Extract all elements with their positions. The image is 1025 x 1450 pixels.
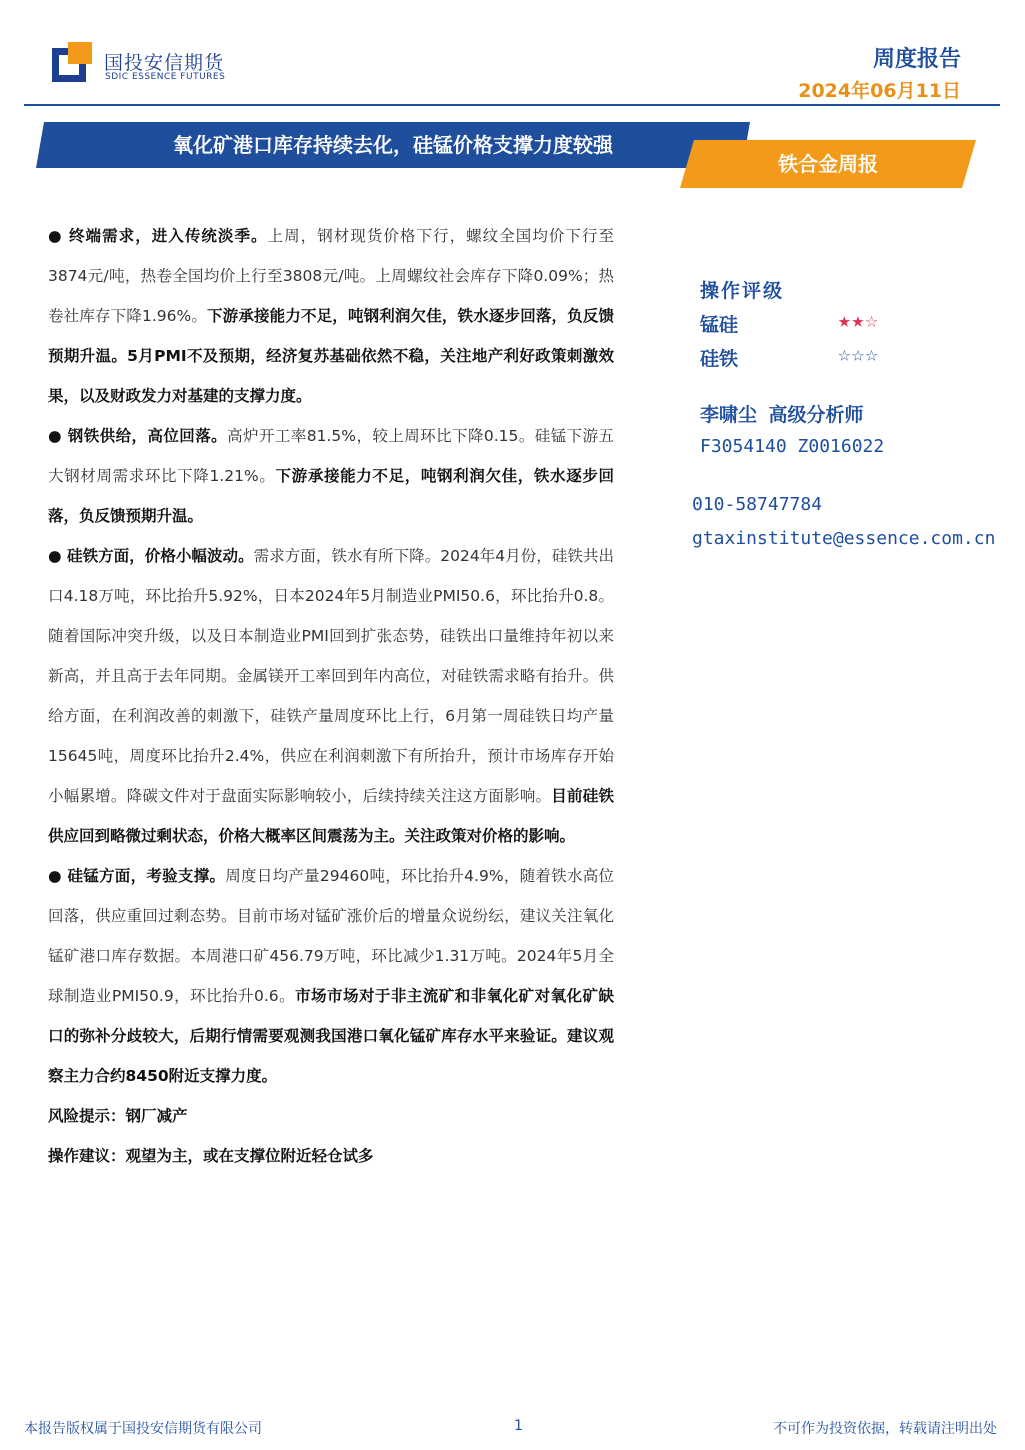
- page-number: 1: [514, 1418, 523, 1434]
- para-body: 周度日均产量29460吨，环比抬升4.9%，随着铁水高位回落，供应重回过剩态势。目前市场对锰矿涨价后的增量众说纷纭，建议关注氧化锰矿港口库存数据。本周港口矿456.79万吨，环比减少1.31万吨。2024年5月全球制造业PMI50.9，环比抬升0.6。: [48, 867, 615, 1005]
- risk-label: 风险提示：: [48, 1107, 126, 1125]
- report-category: 铁合金周报: [778, 152, 878, 176]
- para-body: 需求方面，铁水有所下降。2024年4月份，硅铁共出口4.18万吨，环比抬升5.92%，日本2024年5月制造业PMI50.6，环比抬升0.8。随着国际冲突升级，以及日本制造业PMI回到扩张态势，硅铁出口量维持年初以来新高，并且高于去年同期。金属镁开工率回到年内高位，对硅铁需求略有抬升。供给方面，在利润改善的刺激下，硅铁产量周度环比上行，6月第一周硅铁日均产量15645吨，周度环比抬升2.4%，供应在利润刺激下有所抬升，预计市场库存开始小幅累增。降碳文件对于盘面实际影响较小，后续持续关注这方面影响。: [48, 547, 615, 805]
- rating-title: 操作评级: [700, 280, 785, 302]
- paragraph-ferrosilicon: [48, 536, 614, 856]
- logo-mark-icon: [52, 42, 92, 82]
- contact-email[interactable]: gtaxinstitute@essence.com.cn: [692, 528, 996, 549]
- rating-stars-ferrosilicon: ☆☆☆: [838, 342, 879, 366]
- category-banner: [680, 140, 976, 188]
- rating-stars-silicomanganese: ★★☆: [838, 308, 879, 332]
- report-title: 氧化矿港口库存持续去化，硅锰价格支撑力度较强: [173, 133, 613, 157]
- paragraph-demand: [48, 216, 614, 416]
- para-tail: 下游承接能力不足，吨钢利润欠佳，铁水逐步回落，负反馈预期升温。: [48, 467, 614, 525]
- para-body: 高炉开工率81.5%，较上周环比下降0.15。硅锰下游五大钢材周需求环比下降1.21%。: [48, 427, 614, 485]
- footer-copyright: 本报告版权属于国投安信期货有限公司: [24, 1421, 262, 1437]
- risk-text: 钢厂减产: [125, 1107, 188, 1125]
- para-tail: 市场市场对于非主流矿和非氧化矿对氧化矿缺口的弥补分歧较大，后期行情需要观测我国港口氧化锰矿库存水平来验证。建议观察主力合约8450附近支撑力度。: [48, 987, 614, 1085]
- title-banner: [36, 122, 750, 168]
- para-lead: ● 硅锰方面，考验支撑。: [48, 867, 226, 885]
- logo-en-text: SDIC ESSENCE FUTURES: [105, 72, 226, 82]
- main-content: [48, 216, 614, 1176]
- operation-advice: [48, 1136, 614, 1176]
- report-type: 周度报告: [872, 47, 961, 72]
- contact-phone: 010-58747784: [692, 494, 823, 515]
- report-date: 2024年06月11日: [798, 80, 961, 102]
- rating-name-silicomanganese: 锰硅: [700, 314, 739, 336]
- para-lead: ● 终端需求，进入传统淡季。: [48, 227, 268, 245]
- footer-disclaimer: 不可作为投资依据，转载请注明出处: [773, 1421, 997, 1437]
- para-lead: ● 硅铁方面，价格小幅波动。: [48, 547, 254, 565]
- paragraph-silicomanganese: [48, 856, 614, 1096]
- risk-note: [48, 1096, 614, 1136]
- company-logo: [52, 40, 232, 88]
- analyst-name: 李啸尘 高级分析师: [700, 404, 864, 426]
- para-tail: 目前硅铁供应回到略微过剩状态，价格大概率区间震荡为主。关注政策对价格的影响。: [48, 787, 614, 845]
- rating-name-ferrosilicon: 硅铁: [700, 348, 739, 370]
- analyst-certificate: F3054140 Z0016022: [700, 436, 885, 457]
- advice-text: 观望为主，或在支撑位附近轻仓试多: [125, 1147, 374, 1165]
- advice-label: 操作建议：: [48, 1147, 126, 1165]
- para-tail: 下游承接能力不足，吨钢利润欠佳，铁水逐步回落，负反馈预期升温。5月PMI不及预期，经济复苏基础依然不稳，关注地产利好政策刺激效果，以及财政发力对基建的支撑力度。: [48, 307, 614, 405]
- header-divider: [24, 104, 1000, 106]
- para-lead: ● 钢铁供给，高位回落。: [48, 427, 228, 445]
- paragraph-supply: [48, 416, 614, 536]
- logo-cn-text: 国投安信期货: [104, 52, 225, 74]
- para-body: 上周，钢材现货价格下行，螺纹全国均价下行至3874元/吨，热卷全国均价上行至3808元/吨。上周螺纹社会库存下降0.09%；热卷社库存下降1.96%。: [48, 227, 614, 325]
